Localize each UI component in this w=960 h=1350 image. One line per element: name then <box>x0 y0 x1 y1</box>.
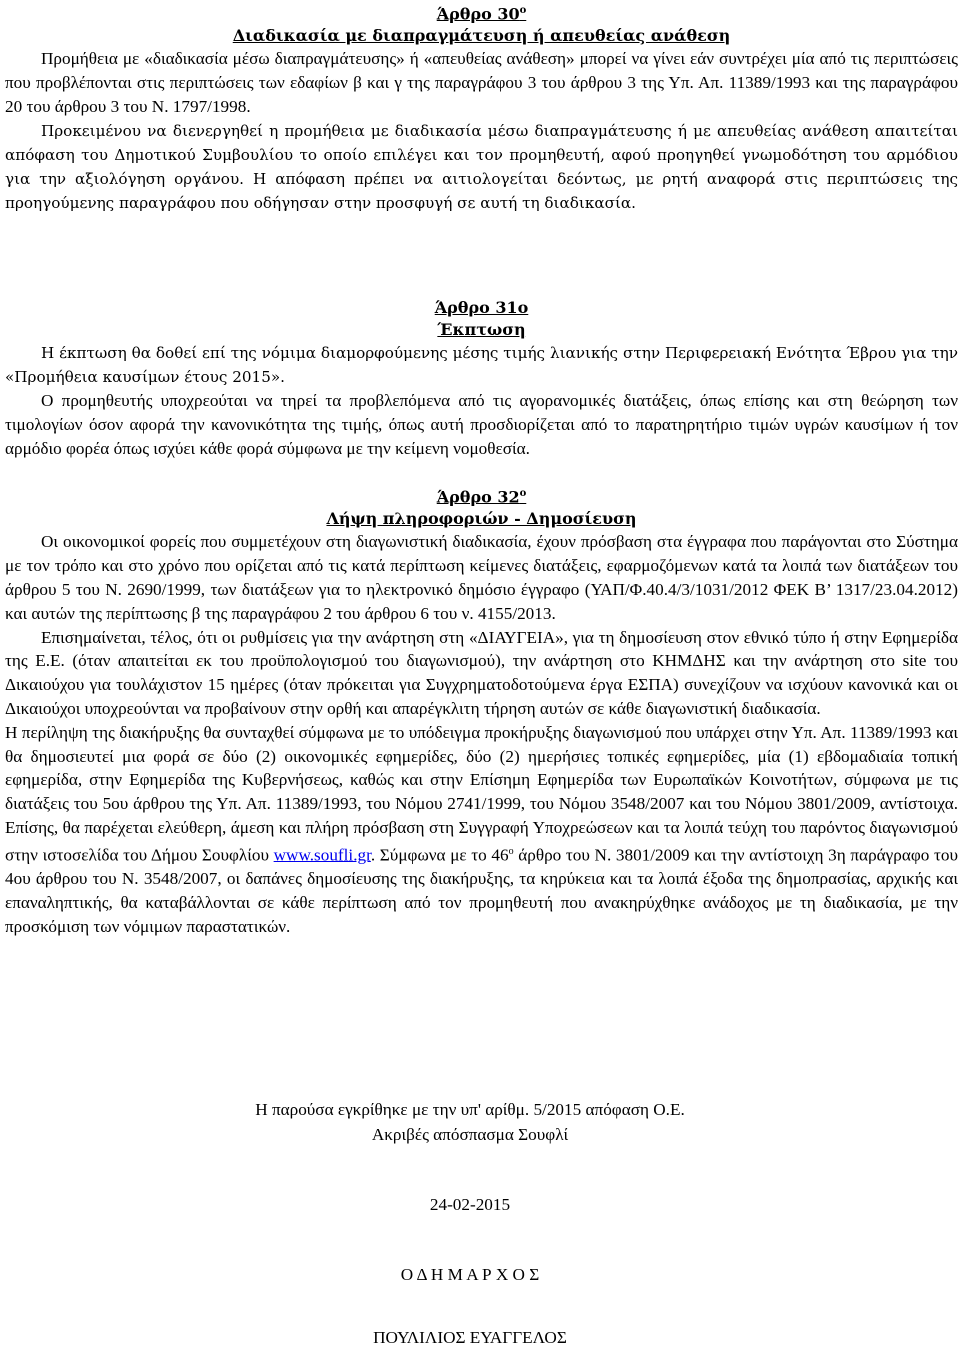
signatory-role: Ο Δ Η Μ Α Ρ Χ Ο Σ <box>400 1265 540 1284</box>
excerpt-text: Ακριβές απόσπασμα Σουφλί <box>371 1125 569 1144</box>
article-32-paragraph-1: Οι οικονομικοί φορείς που συμμετέχουν στη διαγωνιστική διαδικασία, έχουν πρόσβαση στα έγγραφα που παράγονται στο Σύστημα με τον τρόπο και στο χρόνο που ορίζεται από τις κατά περίπτωση κείμενες διατάξεις, εφαρμοζόμενων κατά τα λοιπά των διατάξεων του άρθρου 5 του Ν. 2690/1999, των διατάξεων για το ηλεκτρονικό δημόσιο έγγραφο (ΥΑΠ/Φ.40.4/3/1031/2012 ΦΕΚ Β’ 1317/23.04.2012) και αυτών της περίπτωσης β της παραγράφου 2 του άρθρου 6 του ν. 4155/2013. <box>5 532 958 623</box>
article-30-paragraph-2: Προκειμένου να διενεργηθεί η προμήθεια με διαδικασία μέσω διαπραγμάτευσης ή με απευθείας ανάθεση απαιτείται απόφαση του Δημοτικού Συμβουλίου το οποίο επιλέγει και τον προμηθευτή, αφού προηγηθεί γνωμοδότηση του αρμόδιου για την αξιολόγηση οργάνου. Η απόφαση πρέπει να αιτιολογείται δεόντως, με ρητή αναφορά στις περιπτώσεις της προηγούμενης παραγράφου που οδήγησαν στην προσφυγή σε αυτή τη διαδικασία. <box>5 121 958 213</box>
signature-date: 24-02-2015 <box>429 1195 511 1214</box>
article-32-title: Άρθρο $32^o$ <box>436 487 527 507</box>
article-32-paragraph-2: Επισημαίνεται, τέλος, ότι οι ρυθμίσεις για την ανάρτηση στη «ΔΙΑΥΓΕΙΑ», για τη δημοσίευση στον εθνικό τύπο ή στην Εφημερίδα της Ε.Ε. (όταν απαιτείται εκ του προϋπολογισμού του διαγωνισμού), την ανάρτηση στο ΚΗΜΔΗΣ και την ανάρτηση στο site του Δικαιούχου για τουλάχιστον 15 ημέρες (όταν πρόκειται για Συγχρηματοδοτούμενα έργα ΕΣΠΑ) συνεχίζουν να ισχύουν κανονικά και οι Δικαιούχοι υποχρεούνται να προβαίνουν στην ορθή και απαρέγκλιτη τήρηση αυτών σε κάθε διαγωνιστική διαδικασία. <box>5 627 958 718</box>
approval-text: Η παρούσα εγκρίθηκε με την υπ' αρίθμ. 5/2015 απόφαση Ο.Ε. <box>255 1100 685 1119</box>
article-30-subtitle: Διαδικασία με διαπραγμάτευση ή απευθείας ανάθεση <box>232 26 731 46</box>
article-32 <box>5 483 958 939</box>
article-31-paragraph-1: Η έκπτωση θα δοθεί επί της νόμιμα διαμορφούμενης μέσης τιμής λιανικής στην Περιφερειακή Ενότητα Έβρου για την «Προμήθεια καυσίμων έτους 2015». <box>5 344 958 387</box>
article-31 <box>5 297 958 461</box>
article-31-paragraph-2: Ο προμηθευτής υποχρεούται να τηρεί τα προβλεπόμενα από τις αγορανομικές διατάξεις, όπως επίσης και στη θεώρηση των τιμολογίων όσον αφορά την κανονικότητα της τιμής, όπως αυτή προσδιορίζεται από το παρατηρητήριο τιμών υγρών καυσίμων ή τον αρμόδιο φορέα όπως ισχύει κάθε φορά σύμφωνα με την κείμενη νομοθεσία. <box>5 391 958 458</box>
article-31-subtitle: Έκπτωση <box>437 320 526 339</box>
article-32-subtitle: Λήψη πληροφοριών - Δημοσίευση <box>326 509 637 529</box>
article-32-paragraph-3: Η περίληψη της διακήρυξης θα συνταχθεί σύμφωνα με το υπόδειγμα προκήρυξης διαγωνισμού που υπάρχει στην Υπ. Απ. 11389/1993 και θα δημοσιευτεί μια φορά σε δύο (2) οικονομικές εφημερίδες, δύο (2) ημερήσιες τοπικές εφημερίδες, μία (1) εβδομαδιαία τοπική εφημερίδα, στην Εφημερίδα της Κυβερνήσεως, καθώς και στην Επίσημη Εφημερίδα των Ευρωπαϊκών Κοινοτήτων, σύμφωνα με τις διατάξεις του 5ου άρθρου της Υπ. Απ. 11389/1993, του Νόμου 2741/1999, του Νόμου 3548/2007 και του Νόμου 3801/2009, αντίστοιχα. Επίσης, θα παρέχεται ελεύθερη, άμεση και πλήρη πρόσβαση στη Συγγραφή Υποχρεώσεων και τα λοιπά τεύχη του παρόντος διαγωνισμού στην ιστοσελίδα του Δήμου Σουφλίου www.soufli.gr. Σύμφωνα με το $46^o$ άρθρο του Ν. 3801/2009 και την αντίστοιχη 3η παράγραφο του 4ου άρθρου του Ν. 3548/2007, οι δαπάνες δημοσίευσης της διακήρυξης, τα κηρύκεια και τα λοιπά έξοδα της δημοπρασίας, αρχικής και επαναληπτικής, θα καταβάλλονται σε κάθε περίπτωση από τον προμηθευτή που ανακηρύχθηκε ανάδοχος με τη διαδικασία, με την προσκόμιση των νόμιμων παραστατικών. <box>5 722 958 936</box>
article-30 <box>5 0 958 216</box>
article-30-paragraph-1: Προμήθεια με «διαδικασία μέσω διαπραγμάτευσης» ή «απευθείας ανάθεση» μπορεί να γίνει εάν συντρέχει μία από τις περιπτώσεις που προβλέπονται στις περιπτώσεις των εδαφίων β και γ της παραγράφου 3 του άρθρου 3 της Υπ. Απ. 11389/1993 και της παραγράφου 20 του άρθρου 3 του Ν. 1797/1998. <box>5 49 958 116</box>
signatory-name: ΠΟΥΛΙΛΙΟΣ ΕΥΑΓΓΕΛΟΣ <box>373 1328 567 1347</box>
soufli-website-link[interactable]: www.soufli.gr <box>273 845 371 865</box>
article-30-title: Άρθρο $30^o$ <box>436 4 527 24</box>
article-31-title: Άρθρο 31ο <box>434 298 529 317</box>
